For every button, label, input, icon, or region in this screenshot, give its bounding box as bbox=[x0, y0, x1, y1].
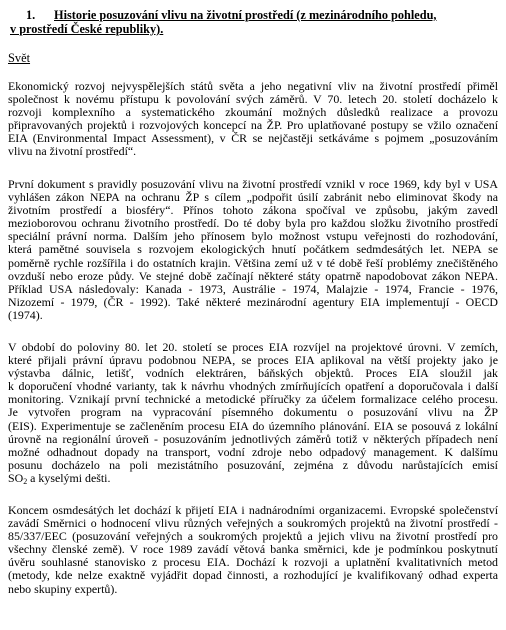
paragraph-1 bbox=[8, 80, 498, 159]
paragraph-line: ovzduší nebo eroze půdy. Ve stejné době začínají některé státy opatrně napodobovat zákon NEPA. bbox=[8, 269, 498, 283]
paragraph-line: (EIS). Experimentuje se začleněním procesu EIA do územního plánování. EIA se posouvá z lokální bbox=[8, 419, 498, 433]
section-title: Svět bbox=[8, 51, 31, 65]
heading-line-1: Historie posuzování vlivu na životní prostředí (z mezinárodního pohledu, bbox=[54, 8, 437, 22]
paragraph-2 bbox=[8, 178, 498, 322]
paragraph-line: V období do poloviny 80. let 20. století se proces EIA rozvíjel na projektové úrovni. V zemích, bbox=[8, 341, 498, 354]
paragraph-line: připravovaných projektů i rozvojových koncepcí na ŽP. Pro uplatňované postupy se vžilo označení bbox=[8, 119, 498, 133]
paragraph-line: Ekonomický rozvoj nejvyspělejších států světa a jeho negativní vliv na životní prostředí přiměl bbox=[8, 80, 498, 93]
paragraph-line: poměrně rychle rozšířila i do ostatních krajin. Většina zemí už v té době řeší problémy znečištěného bbox=[8, 256, 498, 270]
paragraph-line: 85/337/EEC (posuzování veřejných a soukromých projektů a jejich vlivu na životní prostředí pro bbox=[8, 530, 498, 544]
paragraph-line: $SO_2$ a kyselými dešti. bbox=[8, 471, 111, 486]
paragraph-line: První dokument s pravidly posuzování vlivu na životní prostředí vznikl v roce 1969, kdy byl v USA bbox=[8, 178, 498, 191]
paragraph-line: možné odhadnout dopady na transport, vodní zdroje nebo odpadový management. K dalšímu bbox=[8, 445, 498, 459]
paragraph-line: úvěru souhlasné stanovisko z procesu EIA. Dochází k rozvoji a uplatnění kvalitativních metod bbox=[8, 556, 498, 570]
paragraph-line: speciální právní norma. Dalším jeho přínosem bylo možnost vstupu veřejnosti do rozhodování, bbox=[8, 230, 498, 244]
paragraph-line: Příklad USA následovaly: Kanada - 1973, Austrálie - 1974, Malajzie - 1974, Francie - 1976, bbox=[8, 282, 498, 296]
paragraph-3 bbox=[8, 341, 498, 485]
paragraph-line: nebo skupiny expertů). bbox=[8, 582, 118, 596]
paragraph-line: které přijali právní úpravu podobnou NEPA, se proces EIA aplikoval na větší projekty jako je bbox=[8, 354, 498, 368]
paragraph-line: společnost k novému přístupu k povolování svých záměrů. V 70. letech 20. století docházelo k bbox=[8, 93, 498, 107]
paragraph-line: posunu docházelo na poli mezistátního posuzování, zejména z důvodu narůstajících emisí bbox=[8, 458, 498, 472]
heading-number: 1. bbox=[26, 8, 36, 22]
so2-formula: $SO_2$ bbox=[8, 471, 28, 486]
paragraph-line: Je vytvořen program na vypracování písemného dokumentu o posuzování vlivu na ŽP bbox=[8, 406, 498, 420]
paragraph-line: zavádí Směrnici o hodnocení vlivu různých veřejných a soukromých projektů na životní prostředí - bbox=[8, 517, 498, 531]
paragraph-line: Nizozemí - 1979, (ČR - 1992). Také některé mezinárodní agentury EIA implementují - OECD bbox=[8, 295, 498, 309]
paragraph-line: mezioborovou ochranu životního prostředí. Do té doby byla pro každou složku životního prostředí bbox=[8, 217, 498, 231]
paragraph-line: vlivu na životní prostředí“. bbox=[8, 145, 137, 159]
paragraph-line: vyhlášen zákon NEPA na ochranu ŽP s cílem „podpořit úsilí zabránit nebo eliminovat škody na bbox=[8, 191, 498, 205]
paragraph-line: rozvoji komplexního a systematického zkoumání možných důsledků realizace a provozu bbox=[8, 106, 498, 120]
heading-line-2: v prostředí České republiky). bbox=[10, 22, 164, 36]
paragraph-line: výstavba dálnic, letišť, vodních elektráren, báňských objektů. Proces EIA sloužil jak bbox=[8, 367, 498, 381]
paragraph-line: monitoring. Vznikají první technické a metodické příručky za účelem formalizace celého procesu. bbox=[8, 393, 498, 407]
paragraph-line: k doporučení vhodné varianty, tak k návrhu vhodných zmírňujících opatření a doporučovala i další bbox=[8, 380, 498, 394]
paragraph-line: která pamětné souvisela s rozvojem ekologických hnutí počátkem sedmdesátých let. NEPA se bbox=[8, 243, 498, 257]
paragraph-line: Koncem osmdesátých let dochází k přijetí EIA i nadnárodními organizacemi. Evropské společenství bbox=[8, 504, 498, 517]
paragraph-line: EIA (Environmental Impact Assessment), v ČR se nejčastěji setkáváme s pojmem „posuzováním bbox=[8, 132, 498, 146]
paragraph-line: všechny členské země). V roce 1989 zavádí větová banka směrnici, kde je podmínkou poskytnutí bbox=[8, 543, 498, 557]
paragraph-line: (metody, kde nelze exaktně vyjádřit dopad činnosti, a rozhodující je kvalifikovaný odhad experta bbox=[8, 569, 498, 583]
paragraph-line: životním prostředí a biosféry“. Přínos tohoto zákona spočíval ve způsobu, jakým zavedl bbox=[8, 204, 498, 218]
paragraph-line: úrovně na regionální úroveň - posuzováním jednotlivých záměrů totiž v některých případech není bbox=[8, 432, 498, 446]
paragraph-4 bbox=[8, 504, 498, 596]
paragraph-line: (1974). bbox=[8, 308, 43, 322]
